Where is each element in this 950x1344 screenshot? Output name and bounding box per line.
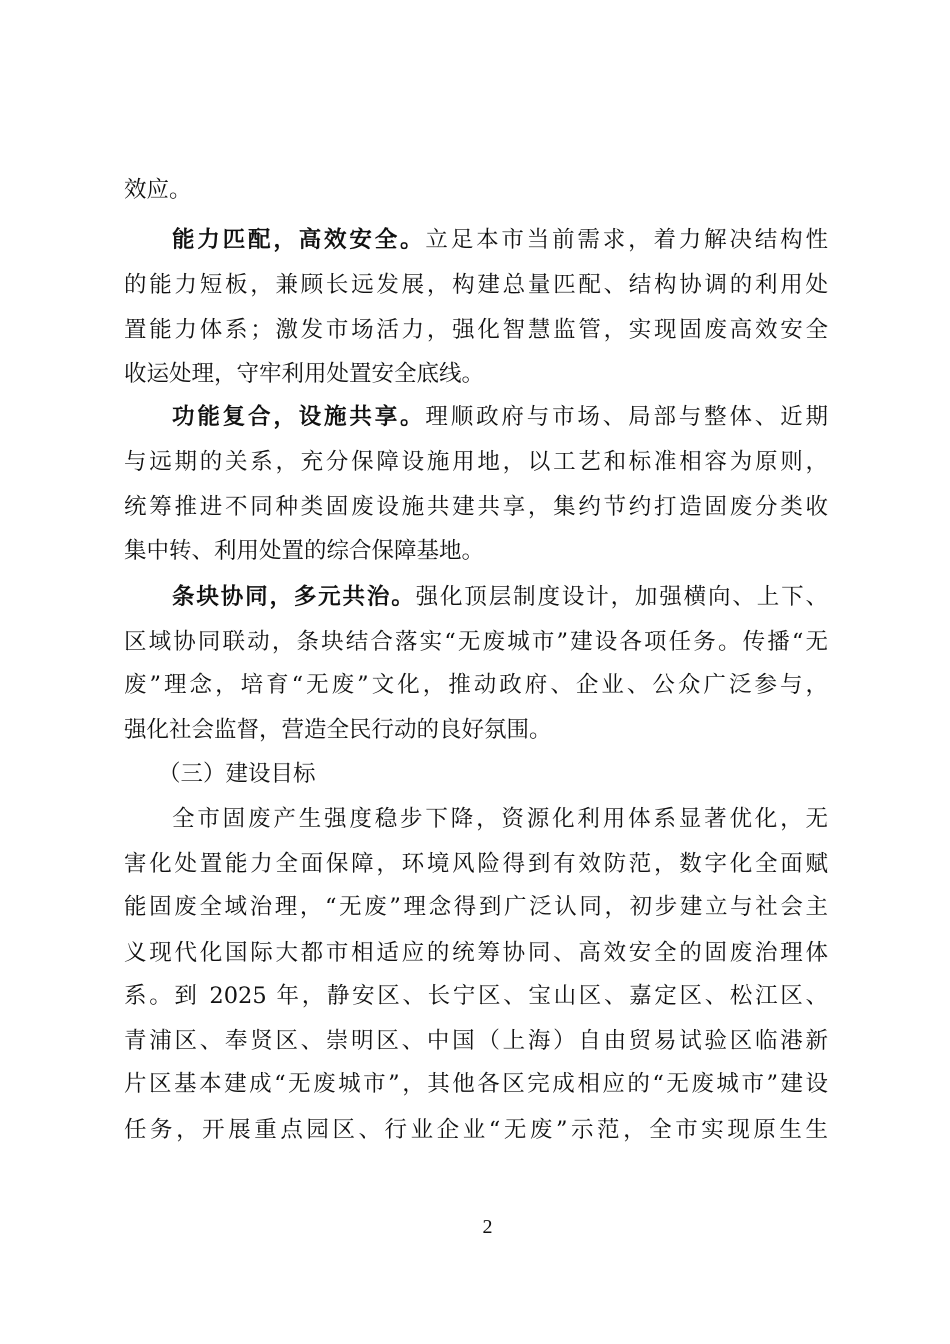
- text-line: 系。到 2025 年，静安区、长宁区、宝山区、嘉定区、松江区、: [124, 983, 828, 1009]
- text-line: 统筹推进不同种类固废设施共建共享，集约节约打造固废分类收: [124, 494, 828, 520]
- text-line: 能固废全域治理，“无废”理念得到广泛认同，初步建立与社会主: [124, 894, 828, 920]
- text-line: 义现代化国际大都市相适应的统筹协同、高效安全的固废治理体: [124, 940, 828, 966]
- text-line: 置能力体系；激发市场活力，强化智慧监管，实现固废高效安全: [124, 317, 828, 343]
- text-line: 青浦区、奉贤区、崇明区、中国（上海）自由贸易试验区临港新: [124, 1028, 828, 1054]
- text-run: 理顺政府与市场、局部与整体、近期: [425, 404, 828, 430]
- text-line: 害化处置能力全面保障，环境风险得到有效防范，数字化全面赋: [124, 851, 828, 877]
- lead-in-bold: 能力匹配，高效安全。: [172, 227, 426, 253]
- text-line: 废”理念，培育“无废”文化，推动政府、企业、公众广泛参与，: [124, 672, 828, 698]
- text-line: 的能力短板，兼顾长远发展，构建总量匹配、结构协调的利用处: [124, 272, 828, 298]
- text-run: 强化顶层制度设计，加强横向、上下、: [415, 584, 828, 610]
- text-line: 集中转、利用处置的综合保障基地。: [124, 538, 485, 564]
- text-line: 区域协同联动，条块结合落实“无废城市”建设各项任务。传播“无: [124, 629, 828, 655]
- page-number: 2: [482, 1216, 493, 1238]
- text-line: 片区基本建成“无废城市”，其他各区完成相应的“无废城市”建设: [124, 1071, 828, 1097]
- text-line: 与远期的关系，充分保障设施用地，以工艺和标准相容为原则，: [124, 449, 828, 475]
- paragraph-line: [172, 575, 828, 619]
- text-line: 任务，开展重点园区、行业企业“无废”示范，全市实现原生生: [124, 1117, 828, 1143]
- text-line: 强化社会监督，营造全民行动的良好氛围。: [124, 717, 552, 743]
- paragraph-line: 全市固废产生强度稳步下降，资源化利用体系显著优化，无: [172, 806, 828, 832]
- text-line: 效应。: [124, 177, 192, 203]
- lead-in-bold: 功能复合，设施共享。: [172, 404, 426, 430]
- paragraph-line: [172, 218, 828, 262]
- lead-in-bold: 条块协同，多元共治。: [172, 584, 416, 610]
- text-run: 立足本市当前需求，着力解决结构性: [425, 227, 828, 253]
- section-heading: （三）建设目标: [158, 761, 316, 787]
- text-line: 收运处理，守牢利用处置安全底线。: [124, 361, 485, 387]
- paragraph-line: [172, 395, 828, 439]
